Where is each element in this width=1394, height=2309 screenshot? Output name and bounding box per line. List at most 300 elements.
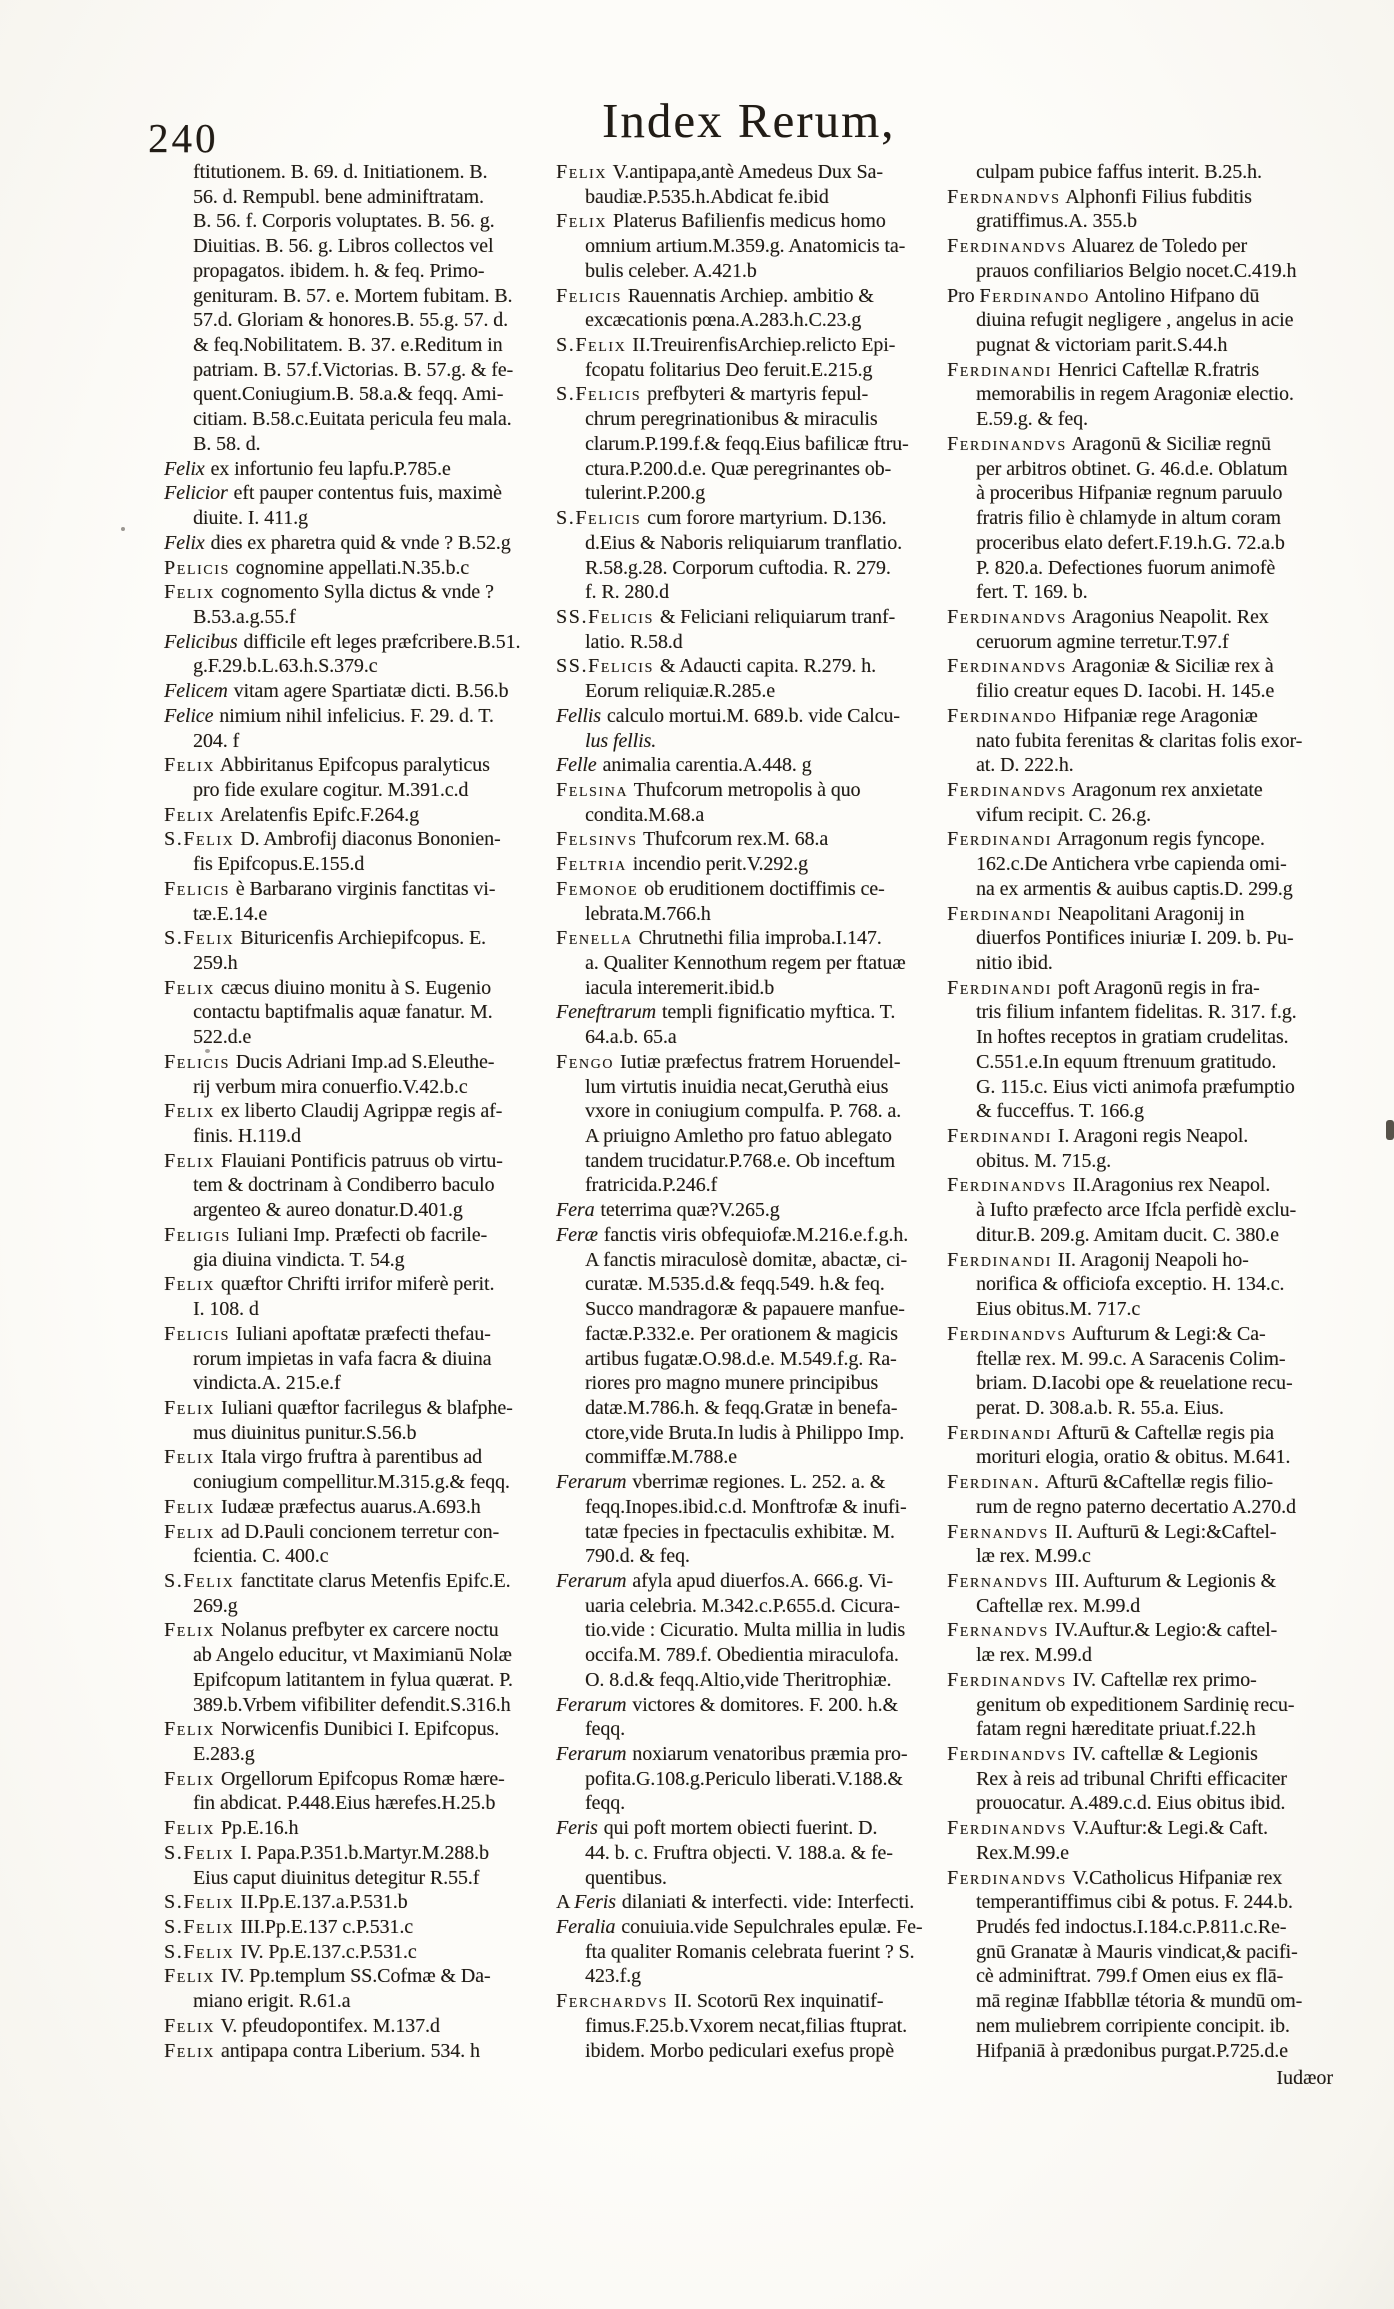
entry-text: II. Scotorū Rex inquinatif- [668, 1990, 884, 2013]
entry-text: Aluarez de Toledo per [1067, 235, 1248, 258]
index-line [947, 457, 1339, 482]
entry-headword: Felicior [164, 482, 228, 505]
index-line [947, 605, 1339, 630]
ink-speck [121, 527, 125, 531]
entry-text: ibidem. Morbo pediculari exefus propè [585, 2039, 894, 2062]
index-line [164, 1767, 556, 1792]
entry-text: lum virtutis inuidia necat,Geruthà eius [585, 1075, 889, 1098]
entry-text: na ex armentis & auibus captis.D. 299.g [976, 877, 1293, 900]
index-line [947, 185, 1339, 210]
entry-text: dies ex pharetra quid & vnde ? B.52.g [205, 531, 511, 554]
index-line [556, 1742, 948, 1767]
index-line [556, 1000, 948, 1025]
index-line [947, 556, 1339, 581]
entry-text: Rex à reis ad tribunal Chrifti efficaciter [976, 1767, 1287, 1790]
entry-text: factæ.P.332.e. Per orationem & magicis [585, 1322, 898, 1345]
index-line [947, 1297, 1339, 1322]
index-line [947, 1470, 1339, 1495]
entry-text: argenteo & aureo donatur.D.401.g [193, 1199, 463, 1222]
entry-text: Antolino Hifpano dū [1090, 284, 1260, 307]
entry-headword: Feligis [164, 1223, 231, 1246]
entry-headword: Felix [164, 1100, 215, 1123]
index-line [556, 1396, 948, 1421]
entry-text: In hoftes receptos in gratiam crudelitas. [976, 1026, 1289, 1049]
entry-text: IV. caftellæ & Legionis [1067, 1743, 1258, 1765]
index-line [947, 852, 1339, 877]
entry-text: perat. D. 308.a.b. R. 55.a. Eius. [976, 1396, 1224, 1419]
index-line [947, 1322, 1339, 1347]
entry-headword: Fernandvs [947, 1569, 1049, 1592]
index-line [947, 704, 1339, 729]
entry-text: templi fignificatio myftica. T. [657, 1001, 896, 1024]
index-line [556, 926, 948, 951]
index-line [947, 729, 1339, 754]
index-line [947, 803, 1339, 828]
entry-text: Aragonū & Siciliæ regnū [1067, 432, 1271, 455]
entry-headword: S.Felix [164, 1569, 235, 1592]
entry-text: tandem trucidatur.P.768.e. Ob inceftum [585, 1149, 896, 1172]
index-line [556, 778, 948, 803]
index-line [556, 1940, 948, 1965]
entry-text: quæftor Chrifti irrifor miferè perit. [216, 1273, 495, 1296]
entry-headword: Fengo [556, 1050, 615, 1073]
entry-headword: Ferdinandi [947, 1248, 1052, 1271]
index-line [164, 1693, 556, 1718]
index-line [556, 333, 948, 358]
entry-text: A priuigno Amletho pro fatuo ablegato [585, 1125, 892, 1148]
entry-text: II.TreuirenfisArchiep.relicto Epi- [627, 334, 896, 357]
entry-text: ctore,vide Bruta.In ludis à Philippo Imp. [585, 1421, 905, 1444]
entry-text: 522.d.e [193, 1026, 252, 1049]
entry-text: Bituricenfis Archiepifcopus. E. [235, 927, 486, 950]
entry-text: Neapolitani Aragonij in [1052, 902, 1245, 925]
entry-text: E.283.g [193, 1743, 255, 1765]
entry-text: briam. D.Iacobi ope & reuelatione recu- [976, 1372, 1293, 1395]
index-line [164, 481, 556, 506]
index-line [164, 308, 556, 333]
entry-text: d.Eius & Naboris reliquiarum tranflatio. [585, 531, 903, 554]
entry-text: è Barbarano virginis fanctitas vi- [230, 877, 496, 900]
entry-headword: Felicis [556, 284, 622, 307]
entry-text: g.F.29.b.L.63.h.S.379.c [193, 655, 378, 678]
index-line [164, 1495, 556, 1520]
entry-text: fratris filio è chlamyde in altum coram [976, 507, 1281, 530]
entry-text: cè adminiftrat. 799.f Omen eius ex flā- [976, 1965, 1284, 1988]
entry-text: cum forore martyrium. D.136. [642, 507, 887, 530]
entry-text: dilaniati & interfecti. vide: Interfecti. [616, 1891, 915, 1914]
entry-text: eft pauper contentus fuis, maximè [228, 482, 502, 505]
index-line [947, 2014, 1339, 2039]
index-line [164, 1445, 556, 1470]
entry-text: Eius obitus.M. 717.c [976, 1298, 1141, 1321]
entry-text: filio creatur eques D. Iacobi. H. 145.e [976, 680, 1275, 703]
entry-headword: Ferarum [556, 1693, 627, 1716]
entry-text: genitum ob expeditionem Sardinię recu- [976, 1693, 1295, 1716]
page-title: Index Rerum, [602, 93, 896, 148]
index-line [164, 1742, 556, 1767]
index-line [556, 605, 948, 630]
entry-text: fatam regni hæreditate priuat.f.22.h [976, 1718, 1256, 1741]
entry-text: rum de regno paterno decertatio A.270.d [976, 1495, 1296, 1518]
entry-text: difficile eft leges præfcribere.B.51. [238, 630, 521, 653]
entry-text: cognomine appellati.N.35.b.c [230, 556, 470, 579]
entry-text: tio.vide : Cicuratio. Multa millia in ludis [585, 1619, 906, 1642]
entry-headword: Felix [164, 803, 215, 826]
entry-headword: S.Felix [164, 1916, 235, 1939]
entry-text: qui poft mortem obiecti fuerint. D. [598, 1817, 878, 1840]
index-line [164, 679, 556, 704]
entry-text: Aragonius Neapolit. Rex [1067, 605, 1269, 628]
entry-headword: Ferdinandi [947, 1125, 1052, 1148]
entry-text: P. 820.a. Defectiones fuorum animofè [976, 556, 1276, 579]
index-line [947, 1347, 1339, 1372]
entry-headword: SS.Felicis [556, 605, 654, 628]
entry-text: Eius caput diuinitus detegitur R.55.f [193, 1866, 480, 1889]
entry-text: condita.M.68.a [585, 803, 705, 826]
index-line [164, 259, 556, 284]
entry-text: D. Ambrofij diaconus Bononien- [235, 828, 501, 851]
entry-text: tem & doctrinam à Condiberro baculo [193, 1174, 495, 1197]
index-line [164, 926, 556, 951]
index-line [164, 580, 556, 605]
index-line [556, 580, 948, 605]
page-edge-mark [1386, 1120, 1394, 1140]
entry-headword: Ferdinandvs [947, 1668, 1067, 1691]
entry-text: Abbiritanus Epifcopus paralyticus [216, 754, 490, 777]
index-line [556, 951, 948, 976]
index-line [947, 333, 1339, 358]
entry-headword: Ferdinandvs [947, 1174, 1067, 1197]
index-line [556, 308, 948, 333]
index-line [556, 1099, 948, 1124]
index-line [947, 1421, 1339, 1446]
entry-headword: Felix [164, 2014, 215, 2037]
index-line [556, 1643, 948, 1668]
index-line [164, 2014, 556, 2039]
index-line [947, 1693, 1339, 1718]
index-line [556, 1050, 948, 1075]
index-line [556, 185, 948, 210]
index-line [556, 1272, 948, 1297]
index-line [947, 531, 1339, 556]
index-line [947, 1198, 1339, 1223]
index-column-middle [556, 160, 948, 2063]
entry-text: Epifcopum latitantem in fylua quærat. P. [193, 1668, 513, 1691]
entry-text: fin abdicat. P.448.Eius hærefes.H.25.b [193, 1792, 496, 1815]
index-line [164, 1989, 556, 2014]
entry-text: fanctitate clarus Metenfis Epifc.E. [235, 1569, 511, 1592]
entry-text: & Feliciani reliquiarum tranf- [654, 605, 896, 628]
index-line [947, 1000, 1339, 1025]
entry-text: B. 58. d. [193, 432, 261, 455]
index-line [164, 1940, 556, 1965]
entry-text: B.53.a.g.55.f [193, 605, 296, 628]
entry-text: ex liberto Claudij Agrippæ regis af- [216, 1100, 503, 1123]
entry-headword: Felix [164, 1495, 215, 1518]
index-line [947, 284, 1339, 309]
entry-text: pugnat & victoriam parit.S.44.h [976, 334, 1228, 357]
entry-headword: Ferdinandvs [947, 1743, 1067, 1765]
index-line [164, 1297, 556, 1322]
entry-text: C.551.e.In equum ftrenuum gratitudo. [976, 1050, 1277, 1073]
index-line [164, 1149, 556, 1174]
index-line [164, 358, 556, 383]
entry-headword: Ferdinandi [947, 358, 1052, 381]
index-line [164, 951, 556, 976]
index-line [556, 2014, 948, 2039]
entry-text: I. Aragoni regis Neapol. [1052, 1125, 1249, 1148]
entry-text: pofita.G.108.g.Periculo liberati.V.188.& [585, 1767, 903, 1790]
entry-headword: Ferdinando [947, 704, 1058, 727]
entry-text: 204. f [193, 729, 240, 752]
index-line [164, 1272, 556, 1297]
entry-text: fimus.F.25.b.Vxorem necat,filias ftuprat. [585, 2014, 908, 2037]
index-line [164, 1248, 556, 1273]
entry-text: occifa.M. 789.f. Obedientia miraculofa. [585, 1644, 899, 1667]
index-line [164, 1915, 556, 1940]
index-line [947, 407, 1339, 432]
index-line [556, 1495, 948, 1520]
index-line [164, 1173, 556, 1198]
entry-text: nimium nihil infelicius. F. 29. d. T. [214, 704, 494, 727]
entry-headword: Felix [164, 2039, 215, 2062]
index-line [164, 1594, 556, 1619]
entry-text: V.Catholicus Hifpaniæ rex [1067, 1866, 1283, 1889]
index-line [947, 209, 1339, 234]
index-line [164, 556, 556, 581]
entry-text: Flauiani Pontificis patruus ob virtu- [216, 1149, 503, 1172]
index-line [164, 1791, 556, 1816]
entry-text: prauos confiliarios Belgio nocet.C.419.h [976, 259, 1297, 282]
entry-text: afyla apud diuerfos.A. 666.g. Vi- [627, 1569, 893, 1592]
index-line [164, 1371, 556, 1396]
entry-headword: Ferdinando [979, 284, 1090, 307]
entry-headword: Ferdinandvs [947, 655, 1067, 678]
entry-text: I. Papa.P.351.b.Martyr.M.288.b [235, 1841, 489, 1864]
index-line [556, 1297, 948, 1322]
entry-text: finis. H.119.d [193, 1125, 301, 1148]
entry-headword: Ferdinandi [947, 828, 1052, 851]
entry-text: V. pfeudopontifex. M.137.d [216, 2014, 440, 2037]
index-line [164, 234, 556, 259]
entry-text: Caftellæ rex. M.99.d [976, 1594, 1141, 1617]
index-line [164, 1544, 556, 1569]
entry-text: culpam pubice faffus interit. B.25.h. [976, 161, 1262, 183]
entry-headword: Ferdinandvs [947, 1866, 1067, 1889]
index-line [947, 1223, 1339, 1248]
entry-text: norifica & officiofa exceptio. H. 134.c. [976, 1273, 1285, 1296]
entry-text: fratricida.P.246.f [585, 1174, 718, 1197]
index-line [556, 234, 948, 259]
entry-text: miano erigit. R.61.a [193, 1990, 351, 2013]
entry-headword: Ferdinandvs [947, 235, 1067, 258]
entry-headword: Felsina [556, 778, 629, 801]
entry-headword: Feltria [556, 853, 627, 876]
index-line [556, 1347, 948, 1372]
index-line [164, 1050, 556, 1075]
index-line [556, 457, 948, 482]
entry-text: Arelatenfis Epifc.F.264.g [216, 803, 419, 826]
entry-text: O. 8.d.& feqq.Altio,vide Theritrophiæ. [585, 1668, 892, 1691]
index-line [556, 679, 948, 704]
entry-text: Afturū & Caftellæ regis pia [1052, 1421, 1274, 1444]
index-line [947, 1396, 1339, 1421]
index-line [556, 407, 948, 432]
index-line [556, 1767, 948, 1792]
entry-headword: Felice [164, 704, 214, 727]
entry-headword: Felix [164, 754, 215, 777]
index-line [947, 827, 1339, 852]
index-line [556, 358, 948, 383]
entry-text: coniugium compellitur.M.315.g.& feqq. [193, 1471, 510, 1494]
index-line [164, 185, 556, 210]
index-line [164, 407, 556, 432]
entry-text: ab Angelo educitur, vt Maximianū Nolæ [193, 1644, 512, 1667]
index-line [164, 803, 556, 828]
index-line [947, 1841, 1339, 1866]
catchword: Iudæor [1276, 2067, 1333, 2089]
entry-headword: Fellis [556, 704, 601, 727]
entry-text: 57.d. Gloriam & honores.B. 55.g. 57. d. [193, 309, 508, 332]
entry-headword: S.Felix [164, 1841, 235, 1864]
entry-text: animalia carentia.A.448. g [597, 754, 812, 777]
entry-text: 790.d. & feq. [585, 1545, 690, 1568]
index-line [556, 1668, 948, 1693]
entry-text: ctura.P.200.d.e. Quæ peregrinantes ob- [585, 457, 892, 480]
entry-headword: Ferarum [556, 1743, 627, 1765]
entry-headword: Ferdinandi [947, 1421, 1052, 1444]
index-line [556, 1371, 948, 1396]
entry-headword: Fernandvs [947, 1520, 1049, 1543]
entry-text: genituram. B. 57. e. Mortem fubitam. B. [193, 284, 513, 307]
entry-text: per arbitros obtinet. G. 46.d.e. Oblatum [976, 457, 1288, 480]
index-line [556, 259, 948, 284]
index-line [556, 2039, 948, 2064]
index-line [947, 1915, 1339, 1940]
entry-headword: Feris [574, 1891, 616, 1914]
index-line [164, 827, 556, 852]
entry-text: Iuliani quæftor facrilegus & blafphe- [216, 1396, 513, 1419]
entry-text: ad D.Pauli concionem terretur con- [216, 1520, 500, 1543]
index-line [947, 679, 1339, 704]
index-line [164, 1099, 556, 1124]
entry-headword: Felix [556, 161, 607, 183]
entry-headword: Felicis [164, 877, 230, 900]
entry-text: quentibus. [585, 1866, 667, 1889]
entry-headword: SS.Felicis [556, 655, 654, 678]
entry-headword: Fernandvs [947, 1619, 1049, 1642]
index-line [947, 1075, 1339, 1100]
index-line [947, 1890, 1339, 1915]
index-line [164, 333, 556, 358]
entry-text: vitam agere Spartiatæ dicti. B.56.b [228, 680, 509, 703]
entry-text: cognomento Sylla dictus & vnde ? [216, 581, 494, 604]
entry-text: feqq. [585, 1718, 626, 1741]
index-line [164, 1569, 556, 1594]
entry-headword: Felix [164, 1767, 215, 1790]
entry-text: fcopatu folitarius Deo feruit.E.215.g [585, 358, 873, 381]
index-line [164, 877, 556, 902]
entry-headword: Felicis [164, 1322, 230, 1345]
index-line [947, 1989, 1339, 2014]
entry-text: excæcationis pœna.A.283.h.C.23.g [585, 309, 862, 332]
index-line [164, 704, 556, 729]
entry-text: conuiuia.vide Sepulchrales epulæ. Fe- [616, 1916, 923, 1939]
entry-text: Succo mandragoræ & papauere manfue- [585, 1298, 905, 1321]
entry-headword: Felix [164, 1619, 215, 1642]
entry-text: ceruorum agmine terretur.T.97.f [976, 630, 1229, 653]
index-line [556, 209, 948, 234]
entry-headword: Ferdinandvs [947, 1322, 1067, 1345]
entry-text: diuite. I. 411.g [193, 507, 308, 530]
entry-text: V.Auftur:& Legi.& Caft. [1067, 1817, 1268, 1840]
index-line [164, 457, 556, 482]
index-line [164, 531, 556, 556]
entry-text: Pp.E.16.h [216, 1817, 299, 1840]
entry-text: & Adaucti capita. R.279. h. [654, 655, 876, 678]
entry-text: & feq.Nobilitatem. B. 37. e.Reditum in [193, 334, 503, 357]
index-line [556, 1964, 948, 1989]
entry-text: feqq.Inopes.ibid.c.d. Monftrofæ & inufi- [585, 1495, 907, 1518]
index-line [556, 1544, 948, 1569]
entry-text: diuerfos Pontifices iniuriæ I. 209. b. Pu- [976, 927, 1294, 950]
ink-speck [205, 1049, 210, 1053]
entry-headword: Felix [164, 1396, 215, 1419]
entry-text: II.Aragonius rex Neapol. [1067, 1174, 1271, 1197]
entry-text: clarum.P.199.f.& feqq.Eius bafilicæ ftru- [585, 432, 909, 455]
entry-text: ex infortunio feu lapfu.P.785.e [205, 457, 451, 480]
entry-text: gia diuina vindicta. T. 54.g [193, 1248, 405, 1271]
entry-text: latio. R.58.d [585, 630, 683, 653]
entry-text: cæcus diuino monitu à S. Eugenio [216, 976, 492, 999]
index-line [947, 1248, 1339, 1273]
index-line [947, 382, 1339, 407]
index-line [947, 753, 1339, 778]
entry-text: 389.b.Vrbem vifibiliter defendit.S.316.h [193, 1693, 511, 1716]
index-line [947, 259, 1339, 284]
entry-text: Arragonum regis fyncope. [1052, 828, 1265, 851]
index-line [556, 1445, 948, 1470]
entry-headword: Felix [164, 1718, 215, 1741]
index-line [164, 778, 556, 803]
index-line [947, 506, 1339, 531]
entry-text: ftellæ rex. M. 99.c. A Saracenis Colim- [976, 1347, 1286, 1370]
index-line [556, 976, 948, 1001]
index-line [556, 1569, 948, 1594]
index-line [947, 1173, 1339, 1198]
entry-text: curatæ. M.535.d.& feqq.549. h.& feq. [585, 1273, 885, 1296]
entry-text: III.Pp.E.137 c.P.531.c [235, 1916, 414, 1939]
entry-headword: Fenella [556, 927, 633, 950]
entry-text: ftitutionem. B. 69. d. Initiationem. B. [193, 161, 488, 183]
entry-text: 259.h [193, 952, 238, 974]
index-line [164, 382, 556, 407]
entry-text: Afturū &Caftellæ regis filio- [1041, 1471, 1273, 1494]
index-line [556, 1866, 948, 1891]
index-line [556, 1618, 948, 1643]
index-line [556, 1223, 948, 1248]
entry-headword: Feræ [556, 1223, 598, 1246]
index-line [947, 1544, 1339, 1569]
entry-headword: Ferarum [556, 1569, 627, 1592]
index-line [947, 1866, 1339, 1891]
entry-headword: Feralia [556, 1916, 616, 1939]
index-line [164, 1000, 556, 1025]
entry-text: vberrimæ regiones. L. 252. a. & [627, 1471, 886, 1494]
index-line [556, 1470, 948, 1495]
entry-text: datæ.M.786.h. & feqq.Gratæ in benefa- [585, 1396, 898, 1419]
index-line [556, 877, 948, 902]
